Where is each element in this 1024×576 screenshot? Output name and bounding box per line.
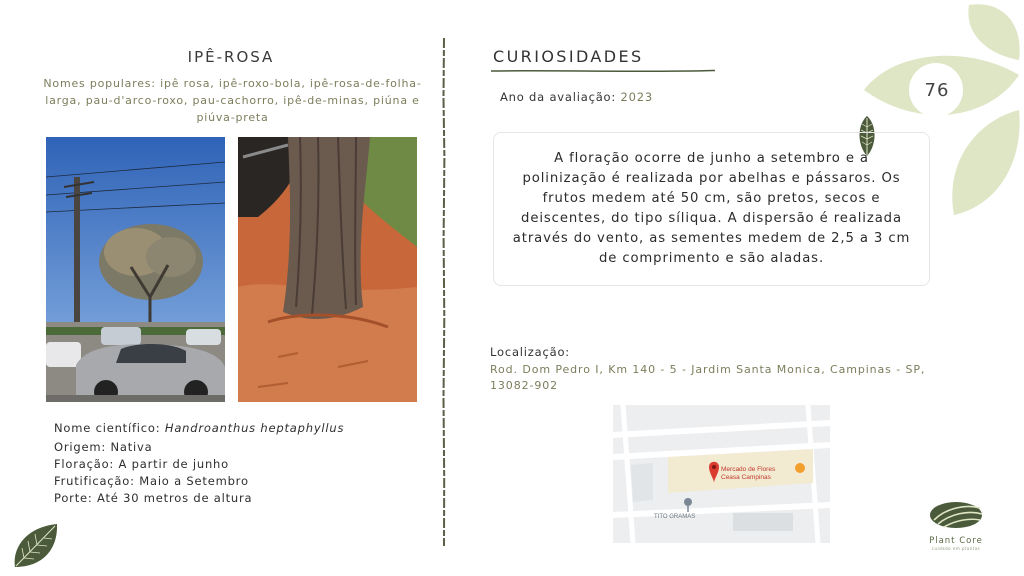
year-value: 2023 (620, 90, 653, 104)
scientific-name-row (54, 420, 434, 437)
location-map[interactable] (613, 405, 830, 543)
trunk-photo (238, 137, 417, 402)
vertical-divider (441, 38, 447, 546)
leaf-icon (12, 522, 60, 570)
map-place-line2: Ceasa Campinas (721, 474, 771, 481)
popular-names: Nomes populares: ipê rosa, ipê-roxo-bola, ipê-rosa-de-folha-larga, pau-d'arco-roxo, pau-cachorro, ipê-de-minas, piúna e piúva-preta (43, 77, 422, 124)
brand-logo (920, 500, 992, 551)
evaluation-year (500, 90, 653, 104)
year-label: Ano da avaliação: (500, 90, 621, 104)
species-title: IPÊ-ROSA (187, 48, 275, 66)
fruiting: Frutificação: Maio a Setembro (54, 474, 249, 488)
scientific-name: Handroanthus heptaphyllus (164, 421, 345, 435)
plant-core-logo-icon (928, 500, 984, 530)
scientific-label: Nome científico: (54, 421, 165, 435)
curiosities-text: A floração ocorre de junho a setembro e a polinização é realizada por abelhas e pássaros. Os frutos medem até 50 cm, são pretos, secos e deiscentes, do tipo síliqua. A dispersão é realizada através do vento, as sementes medem de 2,5 a 3 cm de comprimento e são aladas. (493, 132, 930, 286)
title-underline (491, 68, 715, 74)
flowering: Floração: A partir de junho (54, 457, 229, 471)
brand-tagline: cuidado em plantas (931, 546, 981, 551)
tree-photo (46, 137, 225, 402)
location-label: Localização: (490, 345, 570, 359)
location-address: Rod. Dom Pedro I, Km 140 - 5 - Jardim Santa Monica, Campinas - SP, 13082-902 (490, 363, 926, 392)
map-place-line1: Mercado de Flores (721, 466, 776, 473)
size: Porte: Até 30 metros de altura (54, 491, 253, 505)
page-number: 76 (924, 80, 950, 101)
species-facts (54, 420, 434, 507)
origin: Origem: Nativa (54, 440, 153, 454)
brand-name: Plant Core (929, 536, 983, 546)
map-secondary-label: TITO GRAMAS (654, 514, 696, 520)
curiosities-title: CURIOSIDADES (493, 47, 644, 66)
